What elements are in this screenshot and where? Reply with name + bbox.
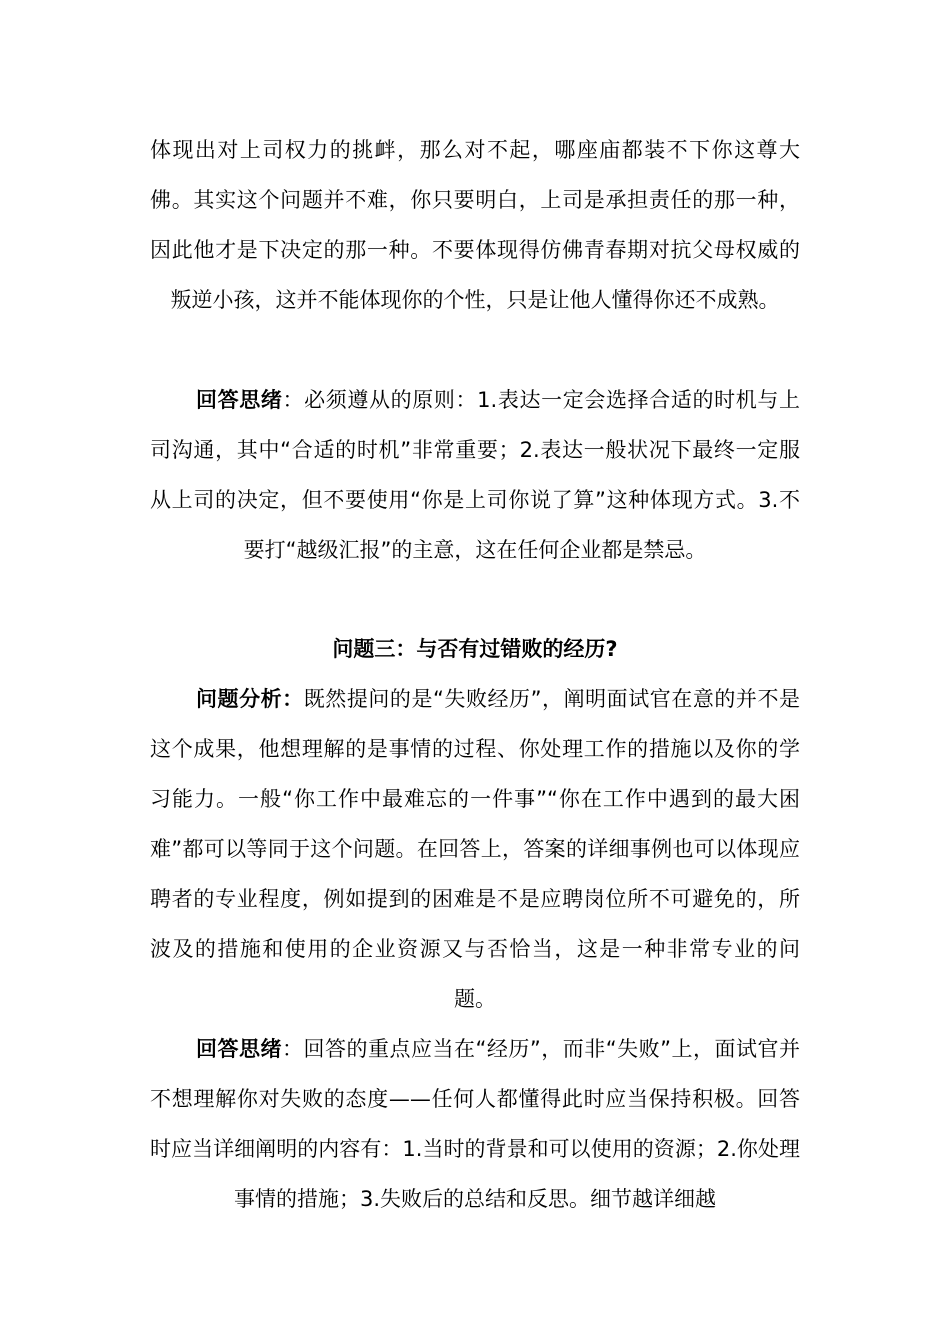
paragraph-answer-approach-1 — [150, 375, 800, 575]
indent — [150, 388, 196, 412]
paragraph-question-analysis — [150, 674, 800, 1024]
indent — [150, 687, 196, 711]
paragraph-text: ：必须遵从的原则：1.表达一定会选择合适的时机与上司沟通，其中“合适的时机”非常重要；2.表达一般状况下最终一定服从上司的决定，但不要使用“你是上司你说了算”这种体现方式。3.不要打“越级汇报”的主意，这在任何企业都是禁忌。 — [150, 388, 800, 562]
paragraph-text: 体现出对上司权力的挑衅，那么对不起，哪座庙都装不下你这尊大佛。其实这个问题并不难，你只要明白，上司是承担责任的那一种，因此他才是下决定的那一种。不要体现得仿佛青春期对抗父母权威的叛逆小孩，这并不能体现你的个性，只是让他人懂得你还不成熟。 — [150, 138, 800, 312]
paragraph-continuation — [150, 125, 800, 325]
question-analysis-label: 问题分析： — [196, 687, 304, 711]
indent — [150, 1037, 196, 1061]
section-heading: 问题三：与否有过错败的经历? — [332, 637, 618, 661]
answer-approach-label: 回答思绪 — [196, 1037, 282, 1061]
paragraph-text: 既然提问的是“失败经历”，阐明面试官在意的并不是这个成果，他想理解的是事情的过程、你处理工作的措施以及你的学习能力。一般“你工作中最难忘的一件事”“你在工作中遇到的最大困难”都可以等同于这个问题。在回答上，答案的详细事例也可以体现应聘者的专业程度，例如提到的困难是不是应聘岗位所不可避免的，所波及的措施和使用的企业资源又与否恰当，这是一种非常专业的问题。 — [150, 687, 801, 1011]
paragraph-text: ：回答的重点应当在“经历”，而非“失败”上，面试官并不想理解你对失败的态度——任何人都懂得此时应当保持积极。回答时应当详细阐明的内容有：1.当时的背景和可以使用的资源；2.你处理事情的措施；3.失败后的总结和反思。细节越详细越 — [150, 1037, 801, 1211]
paragraph-answer-approach-2 — [150, 1024, 800, 1224]
answer-approach-label: 回答思绪 — [196, 388, 283, 412]
